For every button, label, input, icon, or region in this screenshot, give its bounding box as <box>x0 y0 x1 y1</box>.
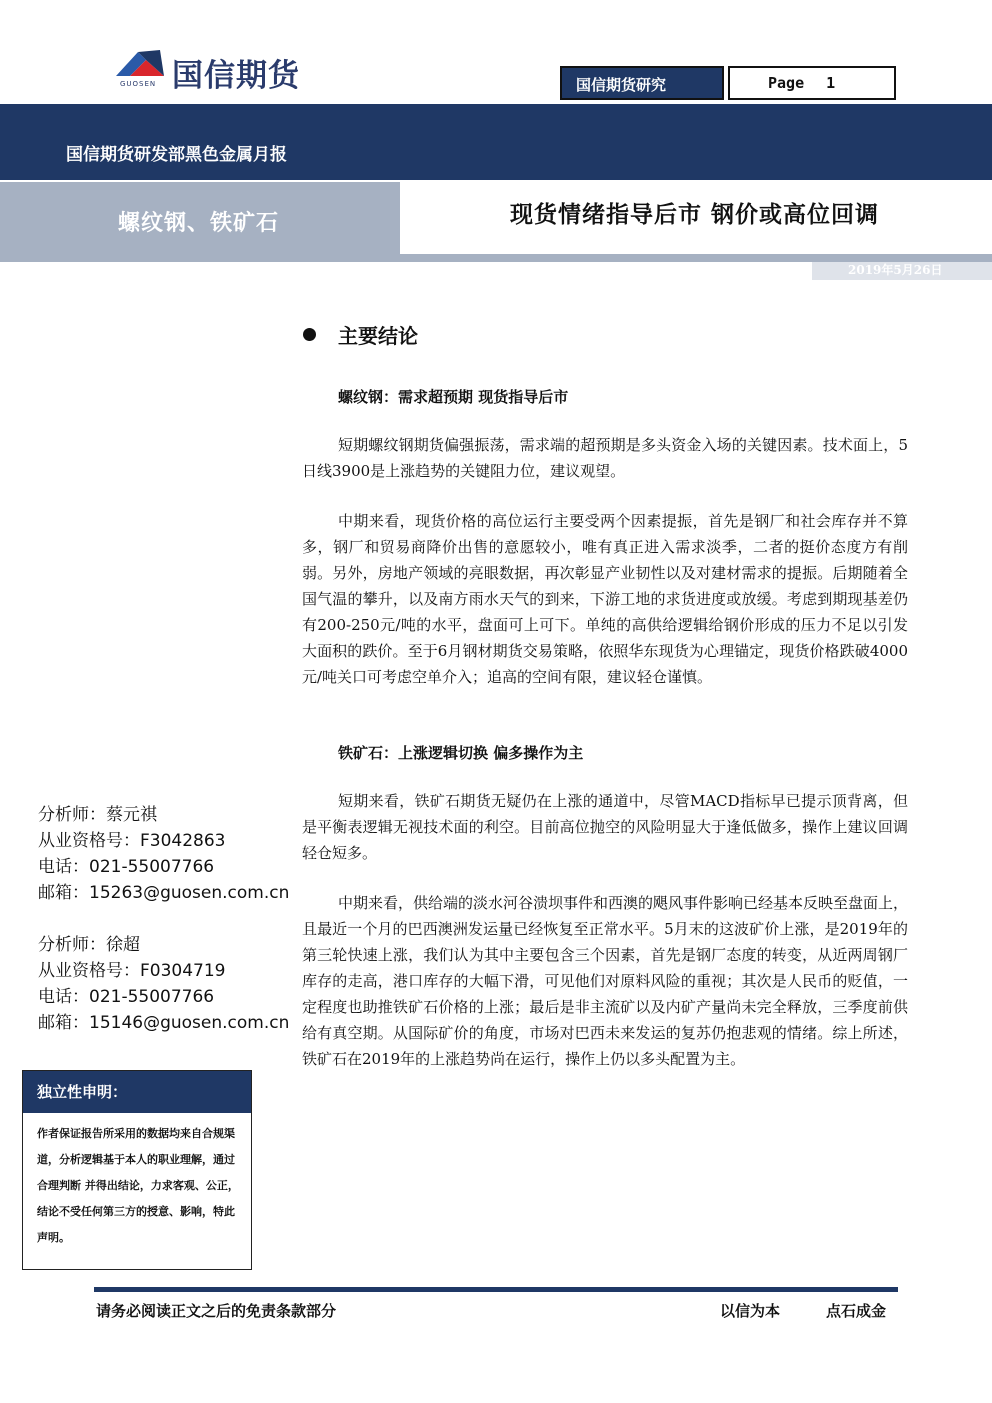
company-logo <box>112 46 352 96</box>
analyst-email: 邮箱：15146@guosen.com.cn <box>38 1013 290 1033</box>
ore-heading: 铁矿石：上涨逻辑切换 偏多操作为主 <box>338 744 584 762</box>
section-title: 主要结论 <box>338 324 418 348</box>
page-indicator <box>728 66 896 100</box>
bullet-icon <box>303 328 316 341</box>
independence-statement <box>22 1070 252 1270</box>
ore-paragraph-1: 短期来看，铁矿石期货无疑仍在上涨的通道中，尽管MACD指标早已提示顶背离，但是平衡表逻辑无视技术面的利空。目前高位抛空的风险明显大于逢低做多，操作上建议回调轻仓短多。 <box>302 792 908 862</box>
analyst-card <box>38 932 289 1036</box>
category-label: 螺纹钢、铁矿石 <box>118 210 280 236</box>
analyst-license: 从业资格号：F3042863 <box>38 831 226 851</box>
analyst-phone: 电话：021-55007766 <box>38 857 215 877</box>
footer-notice: 请务必阅读正文之后的免责条款部分 <box>96 1302 337 1320</box>
brand-name: 国信期货 <box>172 58 300 94</box>
report-date: 2019年5月26日 <box>848 263 943 277</box>
rebar-heading: 螺纹钢：需求超预期 现货指导后市 <box>338 388 569 406</box>
page-number: 1 <box>826 74 836 92</box>
analyst-license: 从业资格号：F0304719 <box>38 961 226 981</box>
analyst-card <box>38 802 289 906</box>
analyst-email: 邮箱：15263@guosen.com.cn <box>38 883 290 903</box>
brand-subtitle: GUOSEN <box>120 80 157 88</box>
rebar-paragraph-2: 中期来看，现货价格的高位运行主要受两个因素提振，首先是钢厂和社会库存并不算多，钢厂和贸易商降价出售的意愿较小，唯有真正进入需求淡季，二者的挺价态度方有削弱。另外，房地产领域的亮眼数据，再次彰显产业韧性以及对建材需求的提振。后期随着全国气温的攀升，以及南方雨水天气的到来，下游工地的求货进度或放缓。考虑到期现基差仍有200-250元/吨的水平，盘面可上可下。单纯的高供给逻辑给钢价形成的压力不足以引发大面积的跌价。至于6月钢材期货交易策略，依照华东现货为心理锚定，现货价格跌破4000元/吨关口可考虑空单介入；追高的空间有限，建议轻仓谨慎。 <box>302 512 908 686</box>
footer-motto-2: 点石成金 <box>826 1302 887 1320</box>
report-headline: 现货情绪指导后市 钢价或高位回调 <box>510 201 880 228</box>
research-label: 国信期货研究 <box>560 66 724 100</box>
analyst-name: 分析师：徐超 <box>38 935 140 955</box>
analyst-phone: 电话：021-55007766 <box>38 987 215 1007</box>
footer-motto-1: 以信为本 <box>720 1302 781 1320</box>
department-title: 国信期货研发部黑色金属月报 <box>66 145 287 165</box>
analyst-name: 分析师：蔡元祺 <box>38 805 157 825</box>
footer-divider <box>94 1287 898 1292</box>
statement-title: 独立性申明： <box>23 1071 251 1113</box>
rebar-paragraph-1: 短期螺纹钢期货偏强振荡，需求端的超预期是多头资金入场的关键因素。技术面上，5日线3900是上涨趋势的关键阻力位，建议观望。 <box>302 436 908 480</box>
page-label: Page <box>768 74 805 92</box>
divider-band <box>0 254 992 262</box>
ore-paragraph-2: 中期来看，供给端的淡水河谷溃坝事件和西澳的飓风事件影响已经基本反映至盘面上，且最近一个月的巴西澳洲发运量已经恢复至正常水平。5月末的这波矿价上涨，是2019年的第三轮快速上涨，我们认为其中主要包含三个因素，首先是钢厂态度的转变，从近两周钢厂库存的走高，港口库存的大幅下滑，可见他们对原料风险的重视；其次是人民币的贬值，一定程度也助推铁矿石价格的上涨；最后是非主流矿以及内矿产量尚未完全释放，三季度前供给有真空期。从国际矿价的角度，市场对巴西未来发运的复苏仍抱悲观的情绪。综上所述，铁矿石在2019年的上涨趋势尚在运行，操作上仍以多头配置为主。 <box>302 894 909 1068</box>
statement-body: 作者保证报告所采用的数据均来自合规渠道，分析逻辑基于本人的职业理解，通过合理判断 并得出结论，力求客观、公正，结论不受任何第三方的授意、影响，特此声明。 <box>37 1127 239 1244</box>
